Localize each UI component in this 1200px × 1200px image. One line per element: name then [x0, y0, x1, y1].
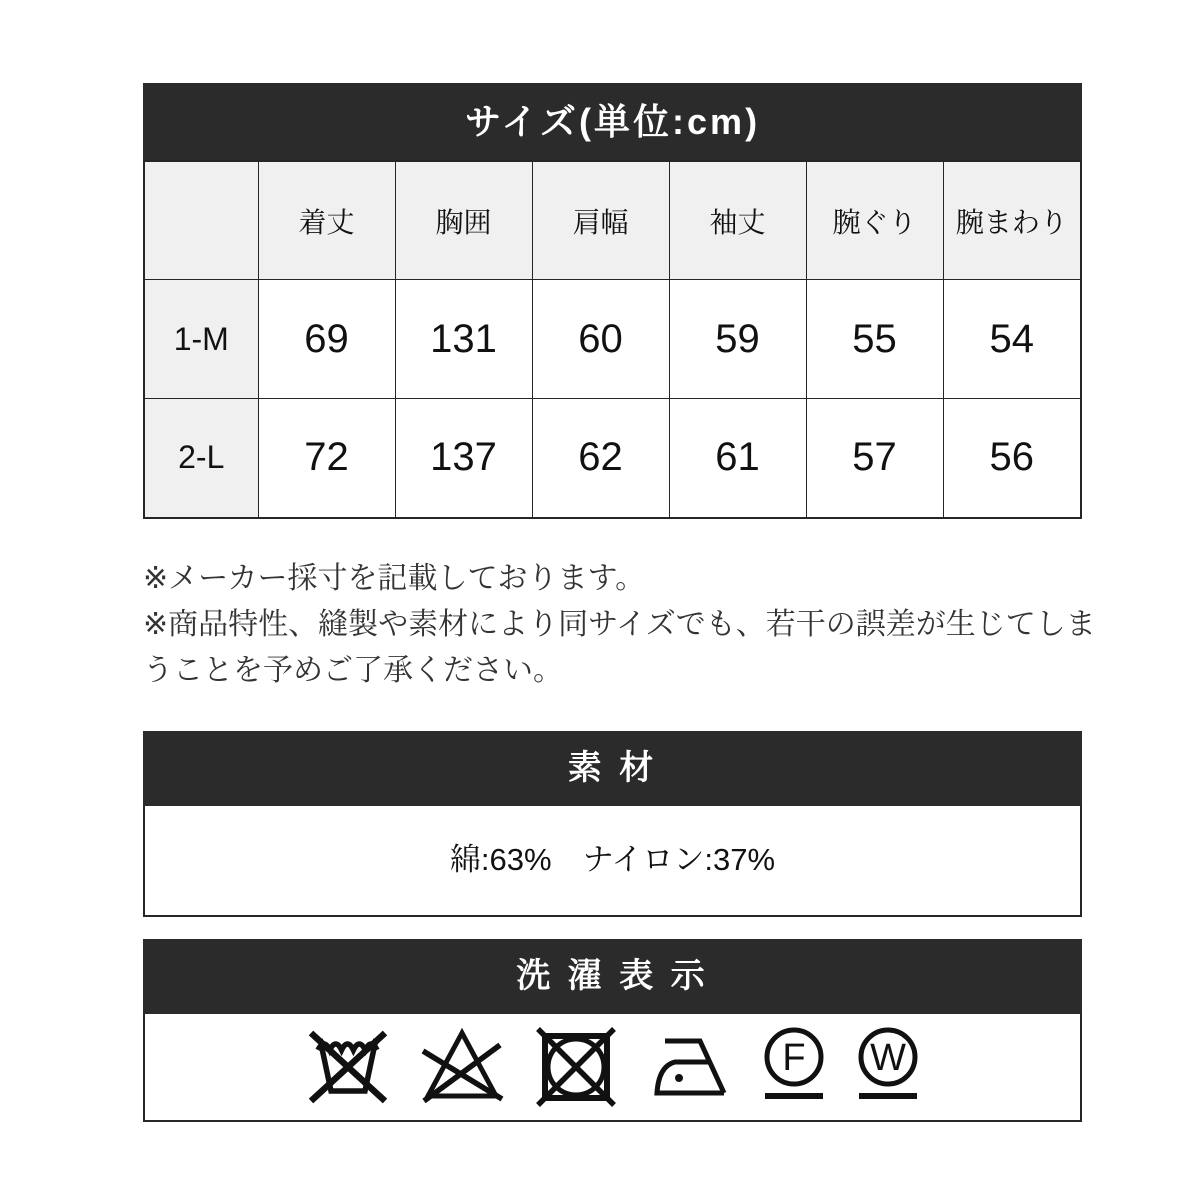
- table-row: [144, 399, 1081, 518]
- column-header: 肩幅: [532, 161, 669, 280]
- do-not-tumble-dry-icon: [534, 1027, 618, 1107]
- note-tolerance: ※商品特性、縫製や素材により同サイズでも、若干の誤差が生じてしまうことを予めご了承ください。: [143, 608, 1096, 687]
- iron-low-heat-icon: [648, 1027, 732, 1107]
- size-value: 69: [258, 280, 395, 399]
- size-value: 61: [669, 399, 806, 518]
- measurement-notes: [143, 556, 1105, 694]
- care-symbols-row: [143, 1014, 1082, 1122]
- wet-clean-w-icon: [856, 1027, 920, 1107]
- size-value: 137: [395, 399, 532, 518]
- size-value: 54: [943, 280, 1081, 399]
- table-row: [144, 280, 1081, 399]
- care-section-title: 洗 濯 表 示: [143, 939, 1082, 1014]
- size-table: [143, 160, 1082, 519]
- size-table-header-row: [144, 161, 1081, 280]
- size-value: 62: [532, 399, 669, 518]
- column-header: 腕まわり: [943, 161, 1081, 280]
- size-value: 59: [669, 280, 806, 399]
- column-header: 胸囲: [395, 161, 532, 280]
- size-value: 72: [258, 399, 395, 518]
- size-section: [143, 83, 1082, 519]
- size-value: 57: [806, 399, 943, 518]
- corner-cell: [144, 161, 258, 280]
- material-section: [143, 731, 1082, 917]
- row-label: 2-L: [144, 399, 258, 518]
- row-label: 1-M: [144, 280, 258, 399]
- do-not-wash-icon: [306, 1027, 390, 1107]
- size-value: 131: [395, 280, 532, 399]
- size-section-title: サイズ(単位:cm): [143, 83, 1082, 160]
- material-section-title: 素 材: [143, 731, 1082, 806]
- size-value: 60: [532, 280, 669, 399]
- svg-text:F: F: [781, 1037, 806, 1079]
- do-not-bleach-icon: [420, 1027, 504, 1107]
- dry-clean-f-icon: [762, 1027, 826, 1107]
- size-value: 56: [943, 399, 1081, 518]
- column-header: 着丈: [258, 161, 395, 280]
- product-spec-sheet: [143, 83, 1096, 1079]
- note-manufacturer: ※メーカー採寸を記載しております。: [143, 562, 646, 595]
- size-value: 55: [806, 280, 943, 399]
- svg-text:W: W: [869, 1037, 906, 1079]
- material-composition: 綿:63% ナイロン:37%: [143, 806, 1082, 917]
- column-header: 腕ぐり: [806, 161, 943, 280]
- column-header: 袖丈: [669, 161, 806, 280]
- care-section: [143, 939, 1082, 1122]
